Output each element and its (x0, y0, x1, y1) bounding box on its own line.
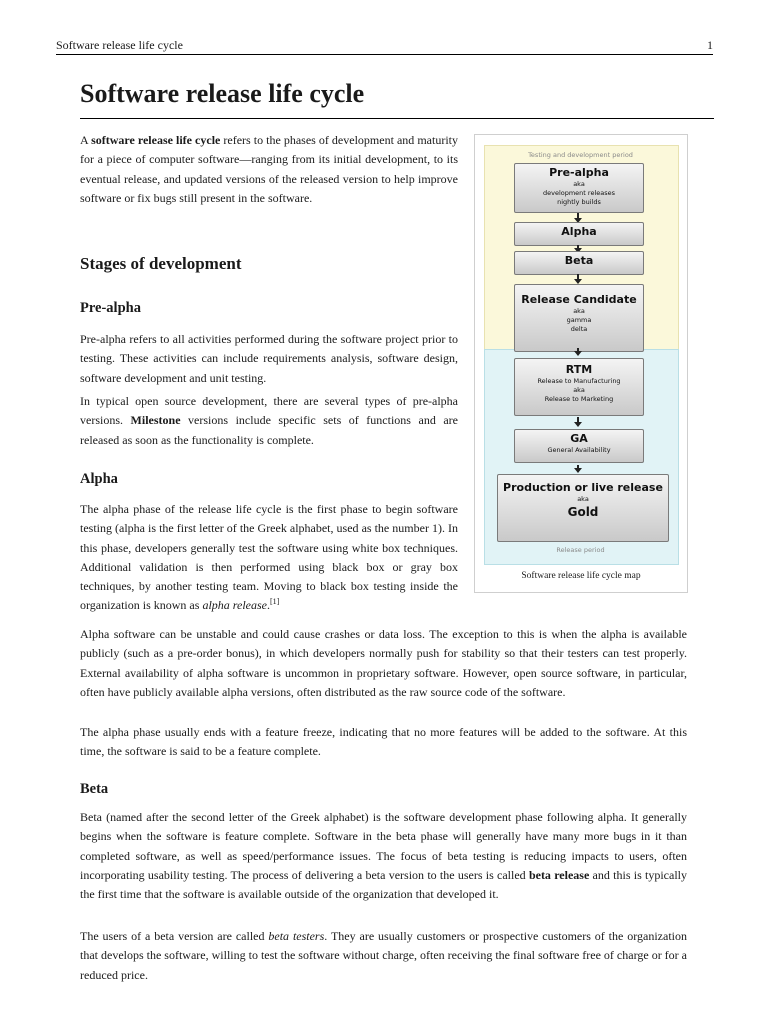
term-beta-testers: beta testers (268, 929, 325, 943)
term-beta-release: beta release (528, 867, 590, 882)
prealpha-paragraph-2: In typical open source development, there are several types of pre-alpha versions. Milestone versions include specific sets of functions and are released as soon as the functionality is complete. (80, 394, 458, 447)
release-cycle-figure (474, 134, 688, 593)
alpha-paragraph-1: The alpha phase of the release life cycle is the first phase to begin software testing (alpha is the first letter of the Greek alphabet, used as the number 1). In this phase, developers generally test the software using white box techniques. Additional validation is then performed using black box or gray box techniques, by another testing team. Moving to black box testing inside the organization is known as alpha release.[1] (80, 502, 458, 613)
heading-alpha: Alpha (80, 471, 118, 487)
heading-stages-of-development: Stages of development (80, 254, 242, 273)
running-header (56, 38, 713, 55)
page-number: 1 (707, 38, 713, 52)
stage-box-beta: Beta (514, 251, 644, 275)
release-period-label: Release period (556, 546, 605, 554)
alpha-paragraph-3: The alpha phase usually ends with a feature freeze, indicating that no more features will be added to the software. At this time, the software is said to be a feature complete. (80, 725, 687, 759)
figure-caption: Software release life cycle map (521, 571, 641, 581)
term-software-release-life-cycle: software release life cycle (91, 133, 221, 147)
citation-1[interactable]: [1] (269, 597, 280, 607)
page-title: Software release life cycle (80, 78, 714, 119)
stage-box-production: Production or live release aka Gold (497, 474, 669, 542)
flow-arrow (577, 213, 579, 219)
stage-box-release-candidate: Release Candidate aka gamma delta (514, 284, 644, 352)
term-alpha-release: alpha release (202, 598, 267, 613)
stage-box-rtm: RTM Release to Manufacturing aka Release to Marketing (514, 358, 644, 416)
alpha-paragraph-2: Alpha software can be unstable and could cause crashes or data loss. The exception to this is when the alpha is available publicly (such as a pre-order bonus), in which developers normally push for stability so that their testers can test properly. External availability of alpha software is uncommon in proprietary software. However, open source software, in particular, often have publicly available alpha versions, often distributed as the raw source code of the software. (80, 627, 687, 699)
intro-paragraph: A software release life cycle refers to the phases of development and maturity for a piece of computer software—ranging from its initial development, to its eventual release, and updated versions of the released version to help improve software or fix bugs still present in the software. (80, 133, 458, 205)
heading-pre-alpha: Pre-alpha (80, 300, 141, 316)
flow-arrow (577, 348, 579, 352)
flow-arrow (577, 465, 579, 469)
prealpha-paragraph-1: Pre-alpha refers to all activities performed during the software project prior to testing. These activities can include requirements analysis, software design, software development and unit testing. (80, 332, 458, 385)
beta-paragraph-1: Beta (named after the second letter of the Greek alphabet) is the software development phase following alpha. It generally begins when the software is feature complete. Software in the beta phase will generally have many more bugs in it than completed software, as well as speed/performance issues. The focus of beta testing is reducing impacts to users, often incorporating usability testing. The process of delivering a beta version to the users is called beta release and this is typically the first time that the software is available outside of the organization that developed it. (80, 810, 688, 902)
stage-box-alpha: Alpha (514, 222, 644, 246)
stage-box-ga: GA General Availability (514, 429, 644, 463)
flow-arrow (577, 417, 579, 423)
term-milestone: Milestone (130, 413, 181, 428)
flow-arrow (577, 245, 579, 249)
flow-arrow (577, 274, 579, 280)
running-title: Software release life cycle (56, 38, 183, 52)
heading-beta: Beta (80, 781, 109, 797)
beta-paragraph-2: The users of a beta version are called beta testers. They are usually customers or prospective customers of the organization that develops the software, willing to test the software without charge, often receiving the final software free of charge or for a reduced price. (80, 929, 688, 982)
stage-box-pre-alpha: Pre-alpha aka development releases nightly builds (514, 163, 644, 213)
testing-period-label: Testing and development period (528, 151, 633, 159)
